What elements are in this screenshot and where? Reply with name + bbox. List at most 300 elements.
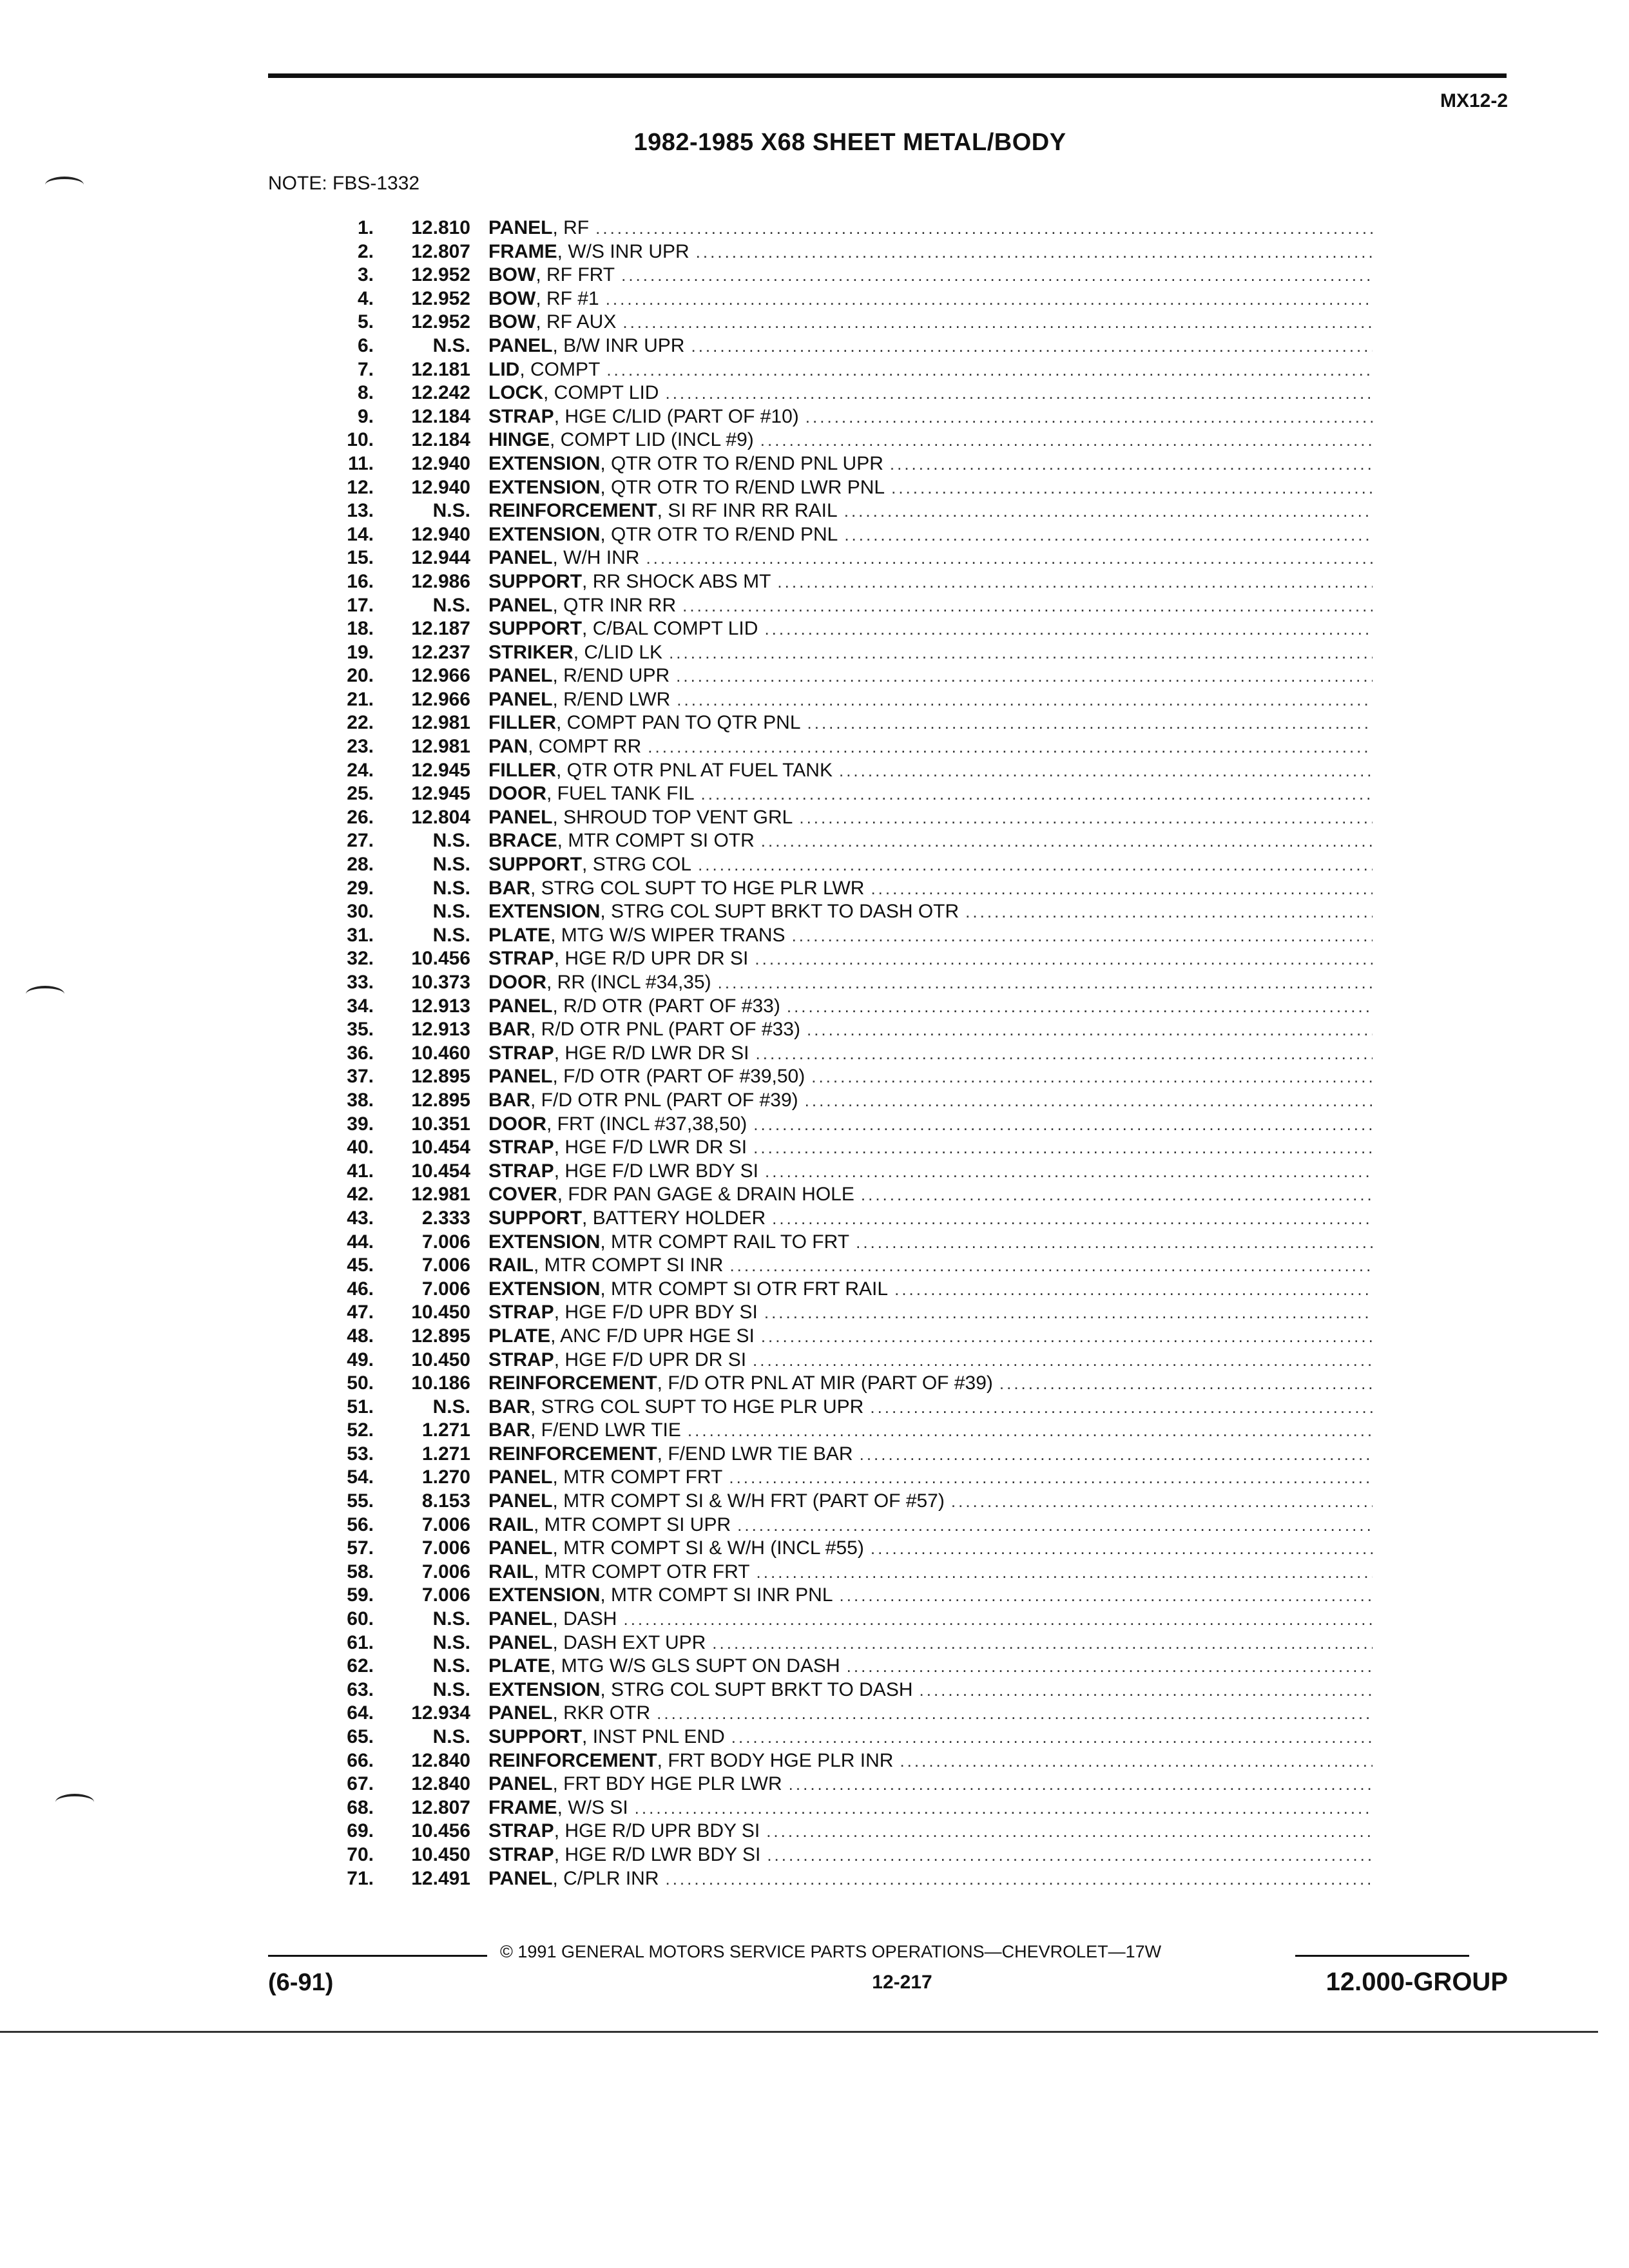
part-description: , FRT BODY HGE PLR INR (657, 1749, 894, 1771)
dot-leader (701, 782, 1373, 806)
footer-page-number: 12-217 (872, 1972, 932, 1993)
part-group-number: 10.373 (411, 972, 470, 993)
part-description: , F/END LWR TIE BAR (657, 1443, 853, 1465)
part-group-number: N.S. (432, 1608, 470, 1630)
dot-leader (811, 1065, 1373, 1089)
dot-leader (772, 1207, 1373, 1231)
parts-row (303, 924, 1373, 948)
part-group-number: N.S. (432, 1726, 470, 1747)
part-name: PANEL (488, 1490, 553, 1512)
part-number: 14. (347, 523, 374, 545)
part-description: , MTR COMPT SI OTR (557, 830, 755, 852)
part-description: , DASH (552, 1608, 617, 1630)
parts-row (303, 546, 1373, 570)
part-group-number: 12.934 (411, 1702, 470, 1724)
parts-row (303, 1065, 1373, 1089)
part-name: EXTENSION (488, 1678, 601, 1700)
parts-row (303, 829, 1373, 853)
part-description: , W/H INR (552, 547, 640, 569)
parts-row (303, 900, 1373, 924)
parts-row (303, 806, 1373, 830)
part-group-number: 7.006 (421, 1278, 470, 1300)
part-number: 67. (347, 1773, 374, 1795)
part-description: , INST PNL END (582, 1726, 725, 1747)
part-description: , ANC F/D UPR HGE SI (550, 1325, 755, 1347)
part-name: PANEL (488, 1631, 553, 1653)
part-name: PANEL (488, 1537, 553, 1559)
footer-group: 12.000-GROUP (1325, 1968, 1508, 1996)
footer-date: (6-91) (268, 1969, 334, 1996)
part-group-number: 1.271 (421, 1443, 470, 1465)
part-group-number: 12.840 (411, 1773, 470, 1795)
margin-mark (55, 1794, 94, 1811)
parts-row (303, 759, 1373, 783)
part-description: , QTR OTR TO R/END PNL (600, 523, 838, 545)
part-description: , DASH EXT UPR (552, 1631, 706, 1653)
part-group-number: 12.242 (411, 382, 470, 404)
parts-row (303, 1254, 1373, 1278)
dot-leader (760, 428, 1373, 452)
part-name: FILLER (488, 759, 556, 781)
dot-leader (805, 405, 1373, 429)
parts-row (303, 1113, 1373, 1137)
part-name: REINFORCEMENT (488, 1372, 657, 1394)
part-description: , STRG COL SUPT TO HGE PLR UPR (530, 1396, 864, 1418)
part-group-number: 7.006 (421, 1514, 470, 1535)
dot-leader (792, 924, 1373, 948)
part-description: , RF #1 (535, 287, 599, 309)
dot-leader (669, 641, 1373, 665)
parts-row (303, 240, 1373, 264)
part-group-number: 7.006 (421, 1537, 470, 1559)
part-description: , HGE R/D LWR BDY SI (554, 1843, 761, 1865)
parts-row (303, 1514, 1373, 1537)
part-description: , FRT BDY HGE PLR LWR (552, 1773, 782, 1795)
part-name: EXTENSION (488, 1231, 601, 1253)
parts-row (303, 1796, 1373, 1820)
part-name: FRAME (488, 1796, 557, 1818)
part-description: , HGE F/D LWR DR SI (554, 1137, 747, 1158)
part-description: , W/S INR UPR (557, 240, 689, 262)
parts-row (303, 452, 1373, 476)
part-description: , COMPT LID (INCL #9) (550, 429, 754, 451)
part-description: , STRG COL (582, 854, 692, 876)
part-number: 68. (347, 1796, 374, 1818)
part-group-number: N.S. (432, 924, 470, 946)
part-number: 8. (357, 382, 374, 404)
note: NOTE: FBS-1332 (268, 173, 420, 194)
part-description: , R/D OTR PNL (PART OF #33) (530, 1019, 800, 1041)
part-number: 12. (347, 476, 374, 498)
margin-mark (45, 177, 84, 193)
part-description: , RR SHOCK ABS MT (582, 570, 771, 592)
parts-row (303, 1207, 1373, 1231)
part-number: 10. (347, 429, 374, 451)
part-description: , MTR COMPT RAIL TO FRT (600, 1231, 850, 1253)
part-name: REINFORCEMENT (488, 500, 657, 522)
part-group-number: N.S. (432, 877, 470, 899)
part-name: BAR (488, 1419, 530, 1441)
dot-leader (764, 1301, 1373, 1325)
dot-leader (871, 877, 1373, 901)
dot-leader (657, 1702, 1373, 1725)
parts-row (303, 1773, 1373, 1796)
part-description: , STRG COL SUPT TO HGE PLR LWR (530, 877, 865, 899)
parts-row (303, 1136, 1373, 1160)
part-number: 4. (357, 287, 374, 309)
parts-row (303, 735, 1373, 759)
part-description: , F/D OTR (PART OF #39,50) (552, 1066, 805, 1088)
part-name: BAR (488, 1019, 530, 1041)
part-group-number: 12.895 (411, 1089, 470, 1111)
part-number: 23. (347, 736, 374, 758)
part-group-number: 7.006 (421, 1584, 470, 1606)
part-name: STRAP (488, 1160, 554, 1182)
dot-leader (622, 311, 1373, 334)
part-description: , HGE F/D UPR BDY SI (554, 1302, 758, 1323)
parts-row (303, 782, 1373, 806)
part-description: , R/END LWR (552, 688, 671, 710)
part-group-number: 7.006 (421, 1231, 470, 1253)
part-name: PANEL (488, 665, 553, 687)
part-group-number: 12.807 (411, 1796, 470, 1818)
footer-rule (1295, 1955, 1469, 1957)
parts-row (303, 1843, 1373, 1867)
part-group-number: 10.450 (411, 1843, 470, 1865)
part-group-number: 12.181 (411, 358, 470, 380)
part-name: BAR (488, 1089, 530, 1111)
part-group-number: 7.006 (421, 1254, 470, 1276)
part-group-number: 10.454 (411, 1160, 470, 1182)
part-description: , R/END UPR (552, 665, 670, 687)
footer-copyright: © 1991 GENERAL MOTORS SERVICE PARTS OPERATIONS—CHEVROLET—17W (500, 1942, 1162, 1961)
dot-leader (894, 1278, 1373, 1302)
part-name: PANEL (488, 806, 553, 828)
parts-row (303, 405, 1373, 429)
part-group-number: 10.450 (411, 1349, 470, 1370)
dot-leader (729, 1254, 1373, 1278)
part-number: 48. (347, 1325, 374, 1347)
part-number: 13. (347, 500, 374, 522)
part-number: 18. (347, 618, 374, 640)
part-group-number: 12.913 (411, 995, 470, 1017)
dot-leader (718, 971, 1373, 995)
parts-row (303, 499, 1373, 523)
parts-row (303, 1325, 1373, 1349)
part-name: PANEL (488, 594, 553, 616)
part-name: BAR (488, 1396, 530, 1418)
part-name: PANEL (488, 1702, 553, 1724)
part-group-number: 10.456 (411, 948, 470, 970)
dot-leader (799, 806, 1373, 830)
parts-row (303, 1018, 1373, 1042)
part-number: 51. (347, 1396, 374, 1418)
part-group-number: 12.981 (411, 1184, 470, 1206)
parts-row (303, 1490, 1373, 1514)
parts-row (303, 287, 1373, 311)
part-number: 46. (347, 1278, 374, 1300)
dot-leader (712, 1631, 1373, 1655)
dot-leader (890, 452, 1373, 476)
part-group-number: 12.940 (411, 452, 470, 474)
part-name: EXTENSION (488, 452, 601, 474)
part-number: 63. (347, 1678, 374, 1700)
parts-row (303, 641, 1373, 665)
part-group-number: 12.945 (411, 759, 470, 781)
part-group-number: 12.944 (411, 547, 470, 569)
page-code: MX12-2 (1440, 90, 1508, 111)
part-description: , HGE R/D UPR BDY SI (554, 1820, 760, 1842)
part-name: PANEL (488, 1773, 553, 1795)
part-number: 31. (347, 924, 374, 946)
dot-leader (595, 216, 1373, 240)
part-name: PANEL (488, 1466, 553, 1488)
dot-leader (688, 1419, 1373, 1443)
part-name: BOW (488, 311, 536, 333)
parts-row (303, 1231, 1373, 1254)
part-name: BAR (488, 877, 530, 899)
parts-row (303, 358, 1373, 382)
part-number: 62. (347, 1655, 374, 1677)
part-description: , MTR COMPT FRT (552, 1466, 723, 1488)
part-name: STRAP (488, 1820, 554, 1842)
parts-row (303, 995, 1373, 1019)
part-group-number: 12.804 (411, 806, 470, 828)
part-name: PLATE (488, 1325, 551, 1347)
part-number: 29. (347, 877, 374, 899)
parts-row (303, 264, 1373, 287)
part-name: LID (488, 358, 520, 380)
part-number: 50. (347, 1372, 374, 1394)
parts-row (303, 1042, 1373, 1066)
parts-row (303, 334, 1373, 358)
parts-row (303, 1278, 1373, 1302)
part-description: , FRT (INCL #37,38,50) (546, 1113, 747, 1135)
parts-row (303, 1608, 1373, 1631)
parts-row (303, 523, 1373, 547)
part-description: , MTR COMPT SI INR (534, 1254, 724, 1276)
part-name: SUPPORT (488, 1207, 583, 1229)
part-description: , HGE R/D LWR DR SI (554, 1042, 749, 1064)
dot-leader (766, 1820, 1373, 1843)
dot-leader (965, 900, 1373, 924)
part-number: 17. (347, 594, 374, 616)
part-number: 38. (347, 1089, 374, 1111)
part-group-number: 12.952 (411, 311, 470, 333)
part-name: DOOR (488, 1113, 546, 1135)
part-number: 36. (347, 1042, 374, 1064)
part-description: , C/BAL COMPT LID (582, 618, 758, 640)
part-number: 43. (347, 1207, 374, 1229)
dot-leader (777, 570, 1373, 594)
part-name: PANEL (488, 688, 553, 710)
part-group-number: N.S. (432, 334, 470, 356)
part-number: 5. (357, 311, 374, 333)
part-number: 32. (347, 948, 374, 970)
part-number: 19. (347, 641, 374, 663)
part-description: , MTR COMPT SI OTR FRT RAIL (600, 1278, 889, 1300)
dot-leader (698, 853, 1373, 877)
dot-leader (920, 1678, 1373, 1702)
part-number: 42. (347, 1184, 374, 1206)
part-description: , COMPT (519, 358, 601, 380)
parts-row (303, 664, 1373, 688)
part-name: HINGE (488, 429, 550, 451)
part-group-number: 12.986 (411, 570, 470, 592)
dot-leader (665, 1867, 1373, 1891)
footer-rule (268, 1955, 487, 1957)
dot-leader (807, 1018, 1373, 1042)
part-number: 44. (347, 1231, 374, 1253)
part-name: PANEL (488, 547, 553, 569)
parts-row (303, 1678, 1373, 1702)
part-name: SUPPORT (488, 1726, 583, 1747)
part-name: BRACE (488, 830, 557, 852)
dot-leader (677, 688, 1373, 712)
parts-row (303, 947, 1373, 971)
part-name: RAIL (488, 1254, 534, 1276)
page-edge-rule (0, 2031, 1598, 2033)
part-group-number: N.S. (432, 1396, 470, 1418)
parts-row (303, 711, 1373, 735)
part-name: STRAP (488, 405, 554, 427)
part-group-number: 12.981 (411, 712, 470, 734)
part-description: , C/PLR INR (552, 1867, 659, 1889)
dot-leader (870, 1396, 1373, 1419)
part-group-number: 12.184 (411, 405, 470, 427)
dot-leader (755, 947, 1373, 971)
part-description: , QTR OTR PNL AT FUEL TANK (556, 759, 833, 781)
parts-row (303, 1584, 1373, 1608)
part-group-number: N.S. (432, 594, 470, 616)
dot-leader (753, 1136, 1373, 1160)
part-name: STRAP (488, 948, 554, 970)
dot-leader (840, 1584, 1373, 1608)
parts-row (303, 1537, 1373, 1561)
part-description: , MTR COMPT SI UPR (534, 1514, 731, 1535)
dot-leader (789, 1773, 1373, 1796)
part-number: 6. (357, 334, 374, 356)
part-group-number: 10.456 (411, 1820, 470, 1842)
parts-row (303, 971, 1373, 995)
part-number: 66. (347, 1749, 374, 1771)
dot-leader (847, 1655, 1373, 1678)
part-number: 60. (347, 1608, 374, 1630)
part-name: EXTENSION (488, 523, 601, 545)
dot-leader (856, 1231, 1373, 1254)
part-name: EXTENSION (488, 1278, 601, 1300)
part-name: FRAME (488, 240, 557, 262)
part-name: PANEL (488, 334, 553, 356)
part-group-number: 12.945 (411, 783, 470, 805)
part-name: FILLER (488, 712, 556, 734)
parts-row (303, 1160, 1373, 1184)
parts-row (303, 1561, 1373, 1584)
part-description: , RF (552, 217, 590, 238)
part-group-number: N.S. (432, 500, 470, 522)
part-name: RAIL (488, 1514, 534, 1535)
part-name: REINFORCEMENT (488, 1749, 657, 1771)
part-number: 39. (347, 1113, 374, 1135)
part-number: 47. (347, 1302, 374, 1323)
part-group-number: 12.913 (411, 1019, 470, 1041)
part-number: 7. (357, 358, 374, 380)
parts-row (303, 617, 1373, 641)
dot-leader (682, 594, 1373, 618)
part-number: 54. (347, 1466, 374, 1488)
parts-row (303, 1301, 1373, 1325)
parts-row (303, 1655, 1373, 1678)
header-rule (268, 73, 1507, 78)
part-group-number: N.S. (432, 1678, 470, 1700)
parts-row (303, 1867, 1373, 1891)
dot-leader (756, 1042, 1373, 1066)
page-title: 1982-1985 X68 SHEET METAL/BODY (633, 129, 1066, 156)
part-number: 11. (347, 452, 374, 474)
part-description: , RKR OTR (552, 1702, 651, 1724)
part-number: 52. (347, 1419, 374, 1441)
part-name: STRAP (488, 1302, 554, 1323)
part-description: , F/D OTR PNL AT MIR (PART OF #39) (657, 1372, 993, 1394)
part-name: PANEL (488, 1867, 553, 1889)
part-name: STRAP (488, 1137, 554, 1158)
dot-leader (646, 546, 1373, 570)
part-number: 30. (347, 901, 374, 923)
parts-row (303, 476, 1373, 500)
part-description: , FDR PAN GAGE & DRAIN HOLE (557, 1184, 854, 1206)
part-group-number: 12.952 (411, 264, 470, 286)
part-group-number: N.S. (432, 1631, 470, 1653)
part-number: 15. (347, 547, 374, 569)
part-number: 58. (347, 1561, 374, 1582)
parts-row (303, 1631, 1373, 1655)
part-group-number: 12.952 (411, 287, 470, 309)
part-number: 65. (347, 1726, 374, 1747)
parts-row (303, 1749, 1373, 1773)
part-group-number: N.S. (432, 901, 470, 923)
part-group-number: 12.491 (411, 1867, 470, 1889)
parts-row (303, 428, 1373, 452)
part-number: 2. (357, 240, 374, 262)
dot-leader (861, 1183, 1373, 1207)
part-description: , HGE C/LID (PART OF #10) (554, 405, 799, 427)
dot-leader (767, 1843, 1373, 1867)
dot-leader (753, 1113, 1373, 1137)
parts-row (303, 688, 1373, 712)
part-name: SUPPORT (488, 618, 583, 640)
part-group-number: 12.940 (411, 476, 470, 498)
parts-row (303, 1820, 1373, 1843)
part-number: 22. (347, 712, 374, 734)
part-description: , HGE F/D LWR BDY SI (554, 1160, 758, 1182)
dot-leader (753, 1349, 1373, 1372)
dot-leader (764, 617, 1373, 641)
part-group-number: 12.184 (411, 429, 470, 451)
part-description: , C/LID LK (573, 641, 663, 663)
part-group-number: N.S. (432, 830, 470, 852)
parts-row (303, 1466, 1373, 1490)
part-number: 45. (347, 1254, 374, 1276)
part-group-number: 12.966 (411, 665, 470, 687)
part-number: 69. (347, 1820, 374, 1842)
part-description: , MTG W/S GLS SUPT ON DASH (550, 1655, 840, 1677)
parts-row (303, 594, 1373, 618)
part-group-number: 12.810 (411, 217, 470, 238)
part-number: 1. (357, 217, 374, 238)
part-description: , RR (INCL #34,35) (546, 972, 711, 993)
part-number: 21. (347, 688, 374, 710)
part-name: EXTENSION (488, 1584, 601, 1606)
